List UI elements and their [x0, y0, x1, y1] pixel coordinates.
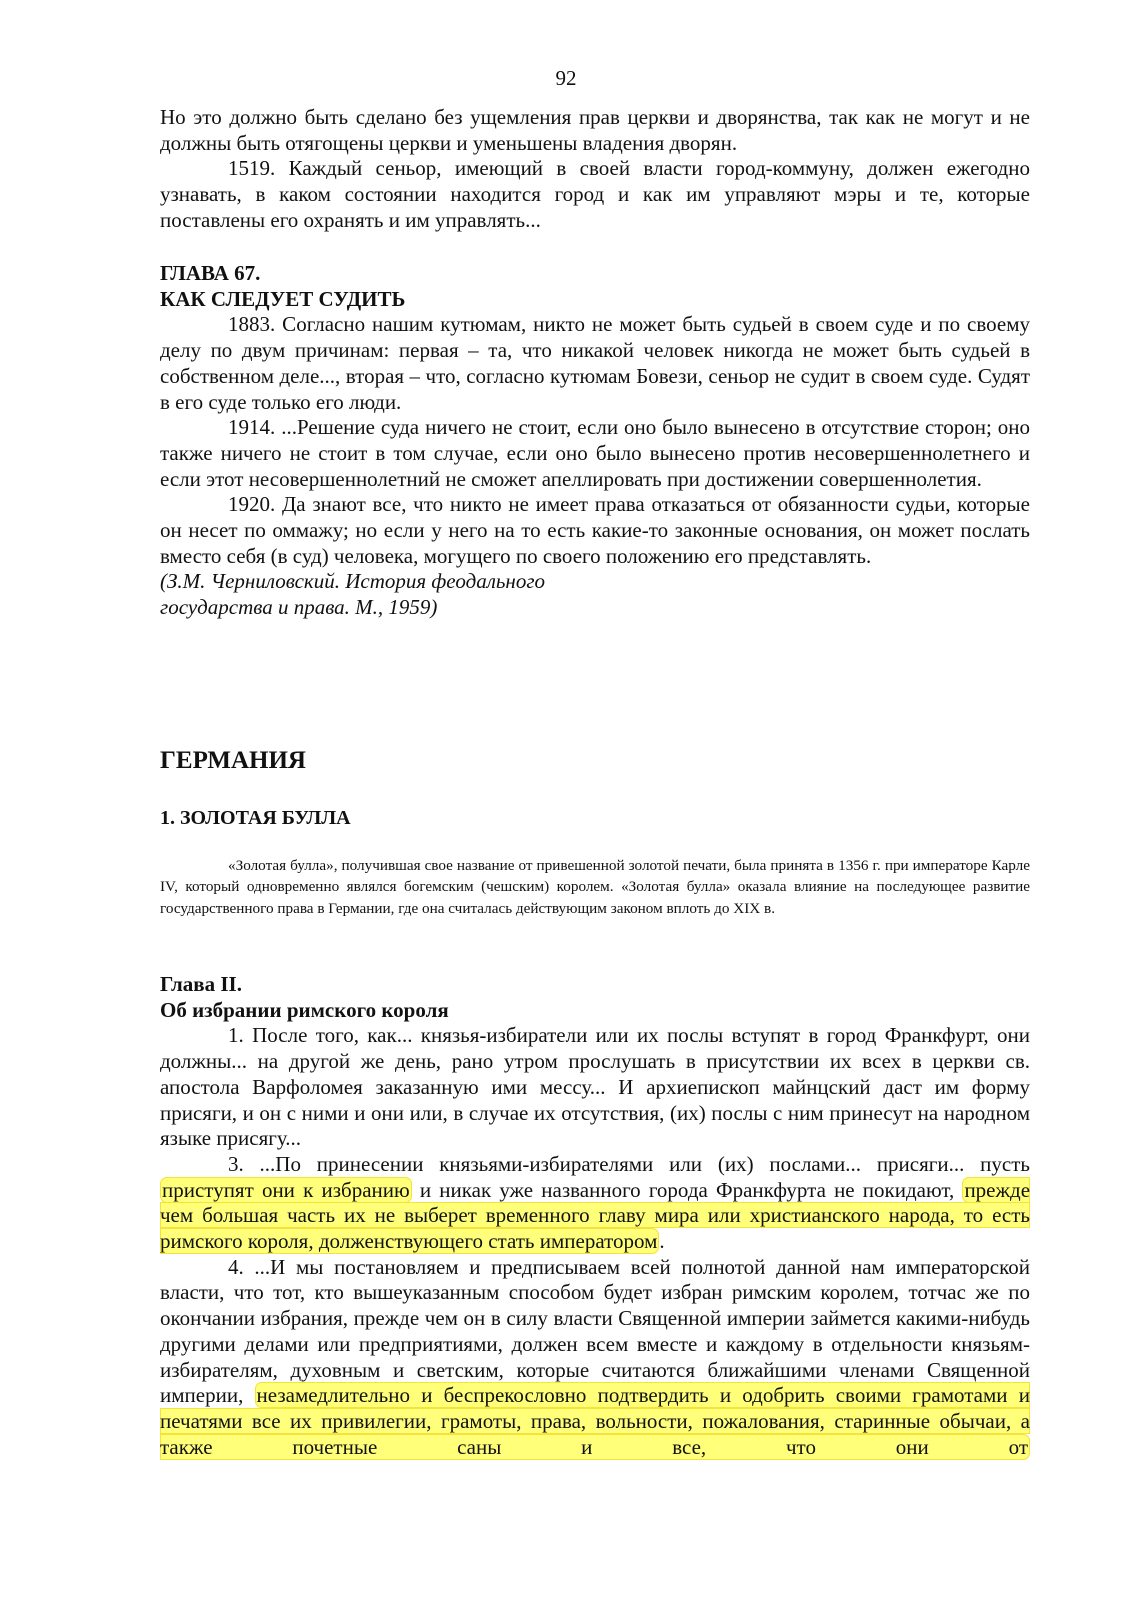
citation-line-2: государства и права. М., 1959)	[160, 595, 438, 620]
chapter-2-heading: Глава II.	[160, 972, 242, 996]
paragraph-1914: 1914. ...Решение суда ничего не стоит, если оно было вынесено в отсутствие сторон; оно также ничего не стоит в том случае, если оно было вынесено против несовершеннолетнего и если этот несовершеннолетний не сможет апеллировать при достижении совершеннолетия.	[160, 415, 1030, 491]
text-block-1	[160, 105, 1030, 234]
article-4-text: 4. ...И мы постановляем и предписываем всей полнотой данной нам императорской власти, что тот, кто вышеуказанным способом будет избран римским королем, тотчас же по окончании избрания, прежде чем он в силу власти Священной империи займется какими-нибудь другими делами или предприятиями, должен всем вместе и каждому в отдельности князьям-избирателям, духовным и светским, которые считаются ближайшими членами Священной империи,	[160, 1254, 1030, 1408]
article-3-text: 3. ...По принесении князьями-избирателями или (их) послами... присяги... пусть	[228, 1151, 1030, 1176]
chapter-2	[160, 972, 1030, 1460]
germany-title: ГЕРМАНИЯ	[160, 747, 306, 774]
section-heading	[160, 806, 1030, 832]
highlight: приступят они к избранию	[162, 1177, 410, 1202]
highlight: прежде чем большая часть их не выберет временного главу мира или христианского народа, то есть римского короля, долженствующего стать императором	[160, 1177, 1031, 1254]
article-1: 1. После того, как... князья-избиратели или их послы вступят в город Франкфурт, они должны... на другой же день, рано утром прослушать в присутствии их всех в церкви св. апостола Варфоломея заказанную ими мессу... И архиепископ майнцский даст им форму присяги, и он с ними и они или, в случае их отсутствия, (их) послы с ним принесут на народном языке присягу...	[160, 1023, 1030, 1151]
chapter-heading: ГЛАВА 67.	[160, 261, 261, 285]
chapter-2-title: Об избрании римского короля	[160, 997, 449, 1022]
section-title-germany	[160, 748, 1030, 774]
golden-bull-heading: 1. ЗОЛОТАЯ БУЛЛА	[160, 807, 351, 829]
paragraph-1883: 1883. Согласно нашим кутюмам, никто не может быть судьей в своем суде и по своему делу по двум причинам: первая – та, что никакой человек никогда не может быть судьей в собственном деле..., вторая – что, согласно кутюмам Бовези, сеньор не судит в своем суде. Судят в его суде только его люди.	[160, 312, 1030, 414]
article-3-text: и никак уже названного города Франкфурта не покидают,	[411, 1177, 963, 1202]
paragraph-1519: 1519. Каждый сеньор, имеющий в своей власти город-коммуну, должен ежегодно узнавать, в каком состоянии находится город и как им управляют мэры и те, которые поставлены его охранять и им управлять...	[160, 156, 1030, 232]
article-4	[160, 1255, 1030, 1461]
paragraph: Но это должно быть сделано без ущемления прав церкви и дворянства, так как не могут и не должны быть отягощены церкви и уменьшены владения дворян.	[160, 105, 1030, 155]
page-number: 92	[555, 66, 577, 90]
intro-note	[160, 855, 1030, 919]
highlight: незамедлительно и беспрекословно подтвердить и одобрить своими грамотами и печатями все их привилегии, грамоты, права, вольности, пожалования, старинные обычаи, а также почетные саны и все, что они от	[160, 1383, 1030, 1459]
article-3	[160, 1152, 1030, 1255]
citation-line-1: (З.М. Черниловский. История феодального	[160, 569, 546, 594]
paragraph-1920: 1920. Да знают все, что никто не имеет права отказаться от обязанности судьи, которые он несет по оммажу; но если у него на то есть какие-то законные основания, он может послать вместо себя (в суд) человека, могущего по своего положению его представлять.	[160, 492, 1030, 568]
chapter-title: КАК СЛЕДУЕТ СУДИТЬ	[160, 286, 406, 311]
chapter-67	[160, 261, 1030, 621]
intro-paragraph: «Золотая булла», получившая свое название от привешенной золотой печати, была принята в 1356 г. при императоре Карле IV, который одновременно являлся богемским (чешским) королем. «Золотая булла» оказала влияние на последующее развитие государственного права в Германии, где она считалась действующим законом вплоть до XIX в.	[160, 857, 1030, 917]
article-3-text: .	[659, 1229, 665, 1254]
